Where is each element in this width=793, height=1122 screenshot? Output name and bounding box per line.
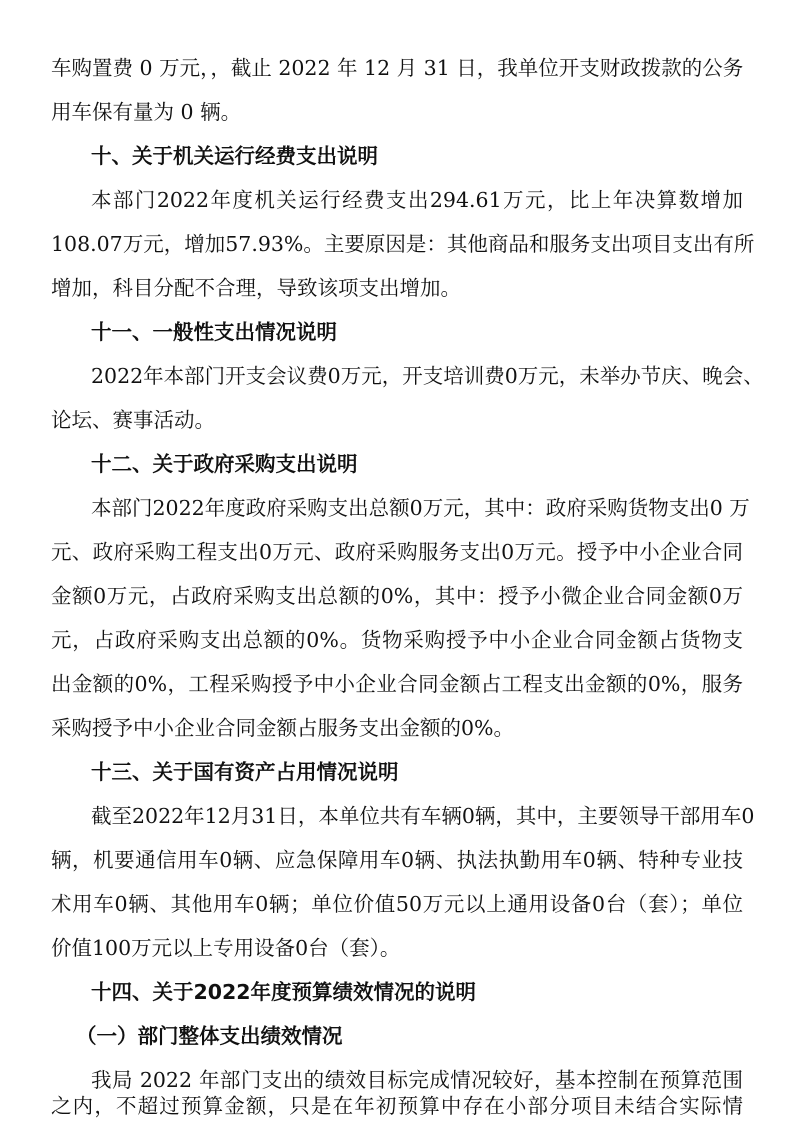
paragraph-line: 本部门2022年度机关运行经费支出294.61万元，比上年决算数增加 [91,188,743,212]
paragraph-line: 108.07万元，增加57.93%。主要原因是：其他商品和服务支出项目支出有所 [51,232,755,256]
paragraph-line: 价值100万元以上专用设备0台（套）。 [51,936,401,960]
paragraph-line: 辆，机要通信用车0辆、应急保障用车0辆、执法执勤用车0辆、特种专业技 [51,848,743,872]
paragraph-line: 截至2022年12月31日，本单位共有车辆0辆，其中，主要领导干部用车0 [91,804,755,828]
section-heading: 十二、关于政府采购支出说明 [91,452,358,476]
subsection-heading: （一）部门整体支出绩效情况 [76,1024,343,1048]
paragraph-line: 我局 2022 年部门支出的绩效目标完成情况较好，基本控制在预算范围 [91,1068,743,1092]
paragraph-line: 出金额的0%，工程采购授予中小企业合同金额占工程支出金额的0%，服务 [51,672,743,696]
paragraph-line: 2022年本部门开支会议费0万元，开支培训费0万元，未举办节庆、晚会、 [91,364,764,388]
paragraph-line: 元、政府采购工程支出0万元、政府采购服务支出0万元。授予中小企业合同 [51,540,743,564]
paragraph-line: 车购置费 0 万元，，截止 2022 年 12 月 31 日，我单位开支财政拨款的公务 [51,56,744,80]
paragraph-line: 增加，科目分配不合理，导致该项支出增加。 [51,276,461,300]
section-heading: 十、关于机关运行经费支出说明 [91,144,378,168]
paragraph-line: 本部门2022年度政府采购支出总额0万元，其中：政府采购货物支出0 万 [91,496,750,520]
section-heading: 十一、一般性支出情况说明 [91,320,337,344]
paragraph-line: 元，占政府采购支出总额的0%。货物采购授予中小企业合同金额占货物支 [51,628,743,652]
paragraph-line: 论坛、赛事活动。 [51,408,215,432]
section-heading: 十三、关于国有资产占用情况说明 [91,760,399,784]
paragraph-line: 之内，不超过预算金额，只是在年初预算中存在小部分项目未结合实际情 [51,1094,743,1118]
paragraph-line: 金额0万元，占政府采购支出总额的0%，其中：授予小微企业合同金额0万 [51,584,743,608]
paragraph-line: 采购授予中小企业合同金额占服务支出金额的0%。 [51,716,515,740]
section-heading: 十四、关于2022年度预算绩效情况的说明 [91,980,477,1004]
paragraph-line: 用车保有量为 0 辆。 [51,100,242,124]
paragraph-line: 术用车0辆、其他用车0辆；单位价值50万元以上通用设备0台（套）；单位 [51,892,743,916]
